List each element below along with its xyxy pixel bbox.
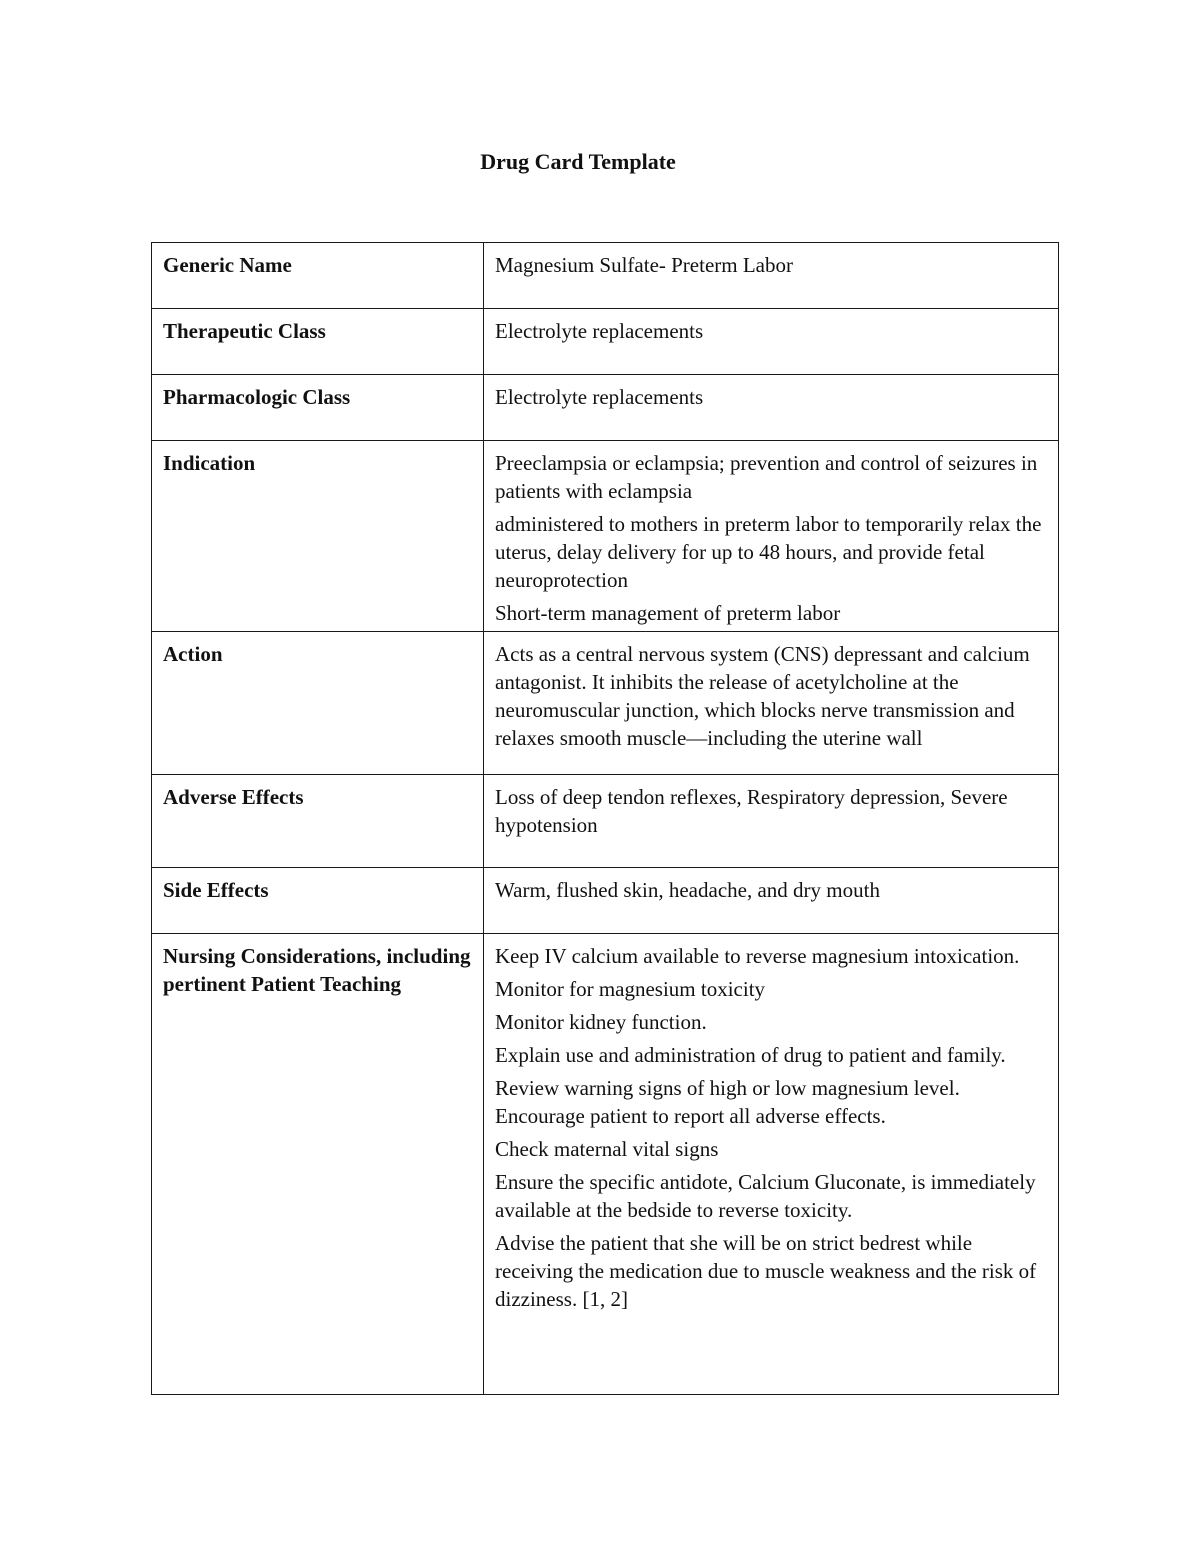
value-paragraph: Advise the patient that she will be on strict bedrest while receiving the medication due to muscle weakness and the risk of dizziness. [1, 2] xyxy=(495,1231,1037,1311)
value-paragraph: Acts as a central nervous system (CNS) depressant and calcium antagonist. It inhibits the release of acetylcholine at the neuromuscular junction, which blocks nerve transmission and relaxes smooth muscle—including the uterine wall xyxy=(495,642,1030,750)
drug-card-table xyxy=(151,242,1059,1395)
row-side-effects xyxy=(152,868,1059,934)
row-label: Nursing Considerations, including pertinent Patient Teaching xyxy=(152,934,484,1395)
value-paragraph: Check maternal vital signs xyxy=(495,1137,719,1161)
row-label: Indication xyxy=(152,441,484,632)
value-paragraph: Electrolyte replacements xyxy=(495,319,704,343)
row-label: Therapeutic Class xyxy=(152,309,484,375)
page-title: Drug Card Template xyxy=(480,149,676,174)
row-value xyxy=(484,309,1059,375)
row-value xyxy=(484,934,1059,1395)
value-paragraph: Warm, flushed skin, headache, and dry mouth xyxy=(495,878,880,902)
row-generic-name xyxy=(152,243,1059,309)
value-paragraph: Loss of deep tendon reflexes, Respiratory depression, Severe hypotension xyxy=(495,785,1008,837)
row-label: Side Effects xyxy=(152,868,484,934)
value-paragraph: Electrolyte replacements xyxy=(495,385,704,409)
row-therapeutic-class xyxy=(152,309,1059,375)
value-paragraph: Monitor kidney function. xyxy=(495,1010,707,1034)
row-value xyxy=(484,441,1059,632)
value-paragraph: Preeclampsia or eclampsia; prevention and control of seizures in patients with eclampsia xyxy=(495,451,1038,503)
value-paragraph: Keep IV calcium available to reverse magnesium intoxication. xyxy=(495,944,1020,968)
row-indication xyxy=(152,441,1059,632)
row-label: Adverse Effects xyxy=(152,775,484,868)
value-paragraph: Short-term management of preterm labor xyxy=(495,601,841,625)
row-label: Pharmacologic Class xyxy=(152,375,484,441)
value-paragraph: administered to mothers in preterm labor to temporarily relax the uterus, delay delivery for up to 48 hours, and provide fetal neuroprotection xyxy=(495,512,1042,592)
value-paragraph: Monitor for magnesium toxicity xyxy=(495,977,766,1001)
row-label: Action xyxy=(152,632,484,775)
row-value xyxy=(484,775,1059,868)
row-adverse-effects xyxy=(152,775,1059,868)
row-value xyxy=(484,243,1059,309)
value-paragraph: Explain use and administration of drug to patient and family. xyxy=(495,1043,1006,1067)
value-paragraph: Magnesium Sulfate- Preterm Labor xyxy=(495,253,793,277)
row-nursing-considerations xyxy=(152,934,1059,1395)
row-value xyxy=(484,375,1059,441)
row-value xyxy=(484,868,1059,934)
value-paragraph: Ensure the specific antidote, Calcium Gluconate, is immediately available at the bedside to reverse toxicity. xyxy=(495,1170,1036,1222)
row-value xyxy=(484,632,1059,775)
row-pharmacologic-class xyxy=(152,375,1059,441)
row-label: Generic Name xyxy=(152,243,484,309)
row-action xyxy=(152,632,1059,775)
value-paragraph: Review warning signs of high or low magnesium level. Encourage patient to report all adverse effects. xyxy=(495,1076,960,1128)
